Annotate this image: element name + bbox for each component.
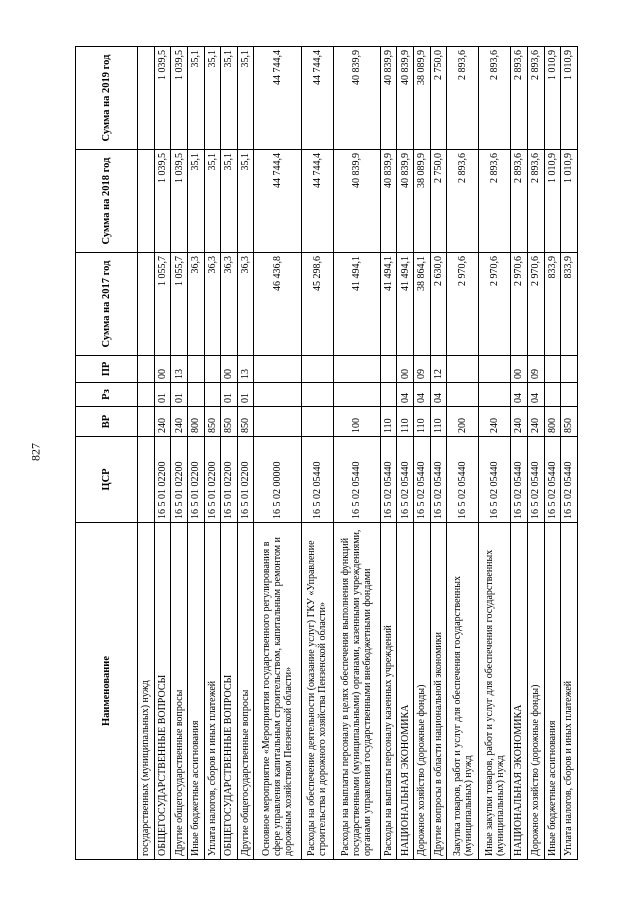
table-row bbox=[430, 47, 447, 860]
cell-y2019: 2 750,0 bbox=[430, 47, 447, 150]
cell-y2018 bbox=[138, 150, 155, 253]
header-2017: Сумма на 2017 год bbox=[76, 253, 138, 356]
cell-y2019: 1 010,9 bbox=[561, 47, 578, 150]
cell-name: Уплата налогов, сборов и иных платежей bbox=[204, 523, 221, 860]
cell-vr: 110 bbox=[430, 407, 447, 437]
cell-csr: 16 5 01 02200 bbox=[187, 437, 204, 523]
cell-y2019: 1 010,9 bbox=[544, 47, 561, 150]
cell-csr: 16 5 01 02200 bbox=[171, 437, 188, 523]
cell-rz bbox=[204, 383, 221, 407]
cell-y2019: 1 039,5 bbox=[154, 47, 171, 150]
cell-y2019: 35,1 bbox=[204, 47, 221, 150]
cell-vr: 850 bbox=[204, 407, 221, 437]
cell-y2018: 38 089,9 bbox=[414, 150, 431, 253]
cell-y2017: 36,3 bbox=[204, 253, 221, 356]
cell-y2017: 2 970,6 bbox=[527, 253, 544, 356]
cell-y2019: 2 893,6 bbox=[511, 47, 528, 150]
cell-y2019: 44 744,4 bbox=[301, 47, 333, 150]
cell-rz bbox=[333, 383, 380, 407]
cell-y2017: 36,3 bbox=[221, 253, 238, 356]
table-row bbox=[301, 47, 333, 860]
cell-rz: 04 bbox=[414, 383, 431, 407]
cell-y2018: 2 893,6 bbox=[447, 150, 479, 253]
rotated-budget-table-wrapper bbox=[75, 47, 578, 860]
cell-rz bbox=[187, 383, 204, 407]
cell-y2017: 41 494,1 bbox=[333, 253, 380, 356]
cell-name: НАЦИОНАЛЬНАЯ ЭКОНОМИКА bbox=[397, 523, 414, 860]
header-row bbox=[76, 47, 138, 860]
table-header bbox=[76, 47, 138, 860]
cell-y2019: 2 893,6 bbox=[527, 47, 544, 150]
header-vr: ВР bbox=[76, 407, 138, 437]
cell-rz bbox=[301, 383, 333, 407]
cell-vr: 240 bbox=[511, 407, 528, 437]
cell-pr: 12 bbox=[430, 356, 447, 383]
cell-y2017: 1 055,7 bbox=[154, 253, 171, 356]
cell-rz: 01 bbox=[154, 383, 171, 407]
cell-rz: 01 bbox=[221, 383, 238, 407]
cell-name: государственных (муниципальных) нужд bbox=[138, 523, 155, 860]
cell-rz bbox=[138, 383, 155, 407]
cell-name: Основное мероприятие «Мероприятия государственного регулирования в сфере управления капитальным строительством, капитальным ремонтом и дорожным хозяйством Пензенской области» bbox=[254, 523, 301, 860]
cell-name: Дорожное хозяйство (дорожные фонды) bbox=[527, 523, 544, 860]
cell-y2018: 35,1 bbox=[237, 150, 254, 253]
cell-y2019: 40 839,9 bbox=[397, 47, 414, 150]
cell-name: Дорожное хозяйство (дорожные фонды) bbox=[414, 523, 431, 860]
table-row bbox=[561, 47, 578, 860]
cell-y2017: 1 055,7 bbox=[171, 253, 188, 356]
cell-y2017: 41 494,1 bbox=[380, 253, 397, 356]
cell-name: Иные закупки товаров, работ и услуг для обеспечения государственных (муниципальных) нужд bbox=[479, 523, 511, 860]
cell-csr: 16 5 02 05440 bbox=[561, 437, 578, 523]
cell-rz: 04 bbox=[430, 383, 447, 407]
table-row bbox=[447, 47, 479, 860]
cell-pr: 13 bbox=[171, 356, 188, 383]
cell-y2017: 833,9 bbox=[561, 253, 578, 356]
cell-y2017: 36,3 bbox=[237, 253, 254, 356]
cell-pr bbox=[187, 356, 204, 383]
cell-y2018: 1 010,9 bbox=[544, 150, 561, 253]
cell-rz bbox=[544, 383, 561, 407]
cell-y2019: 2 893,6 bbox=[479, 47, 511, 150]
cell-name: Расходы на выплаты персоналу казенных учреждений bbox=[380, 523, 397, 860]
cell-vr: 240 bbox=[527, 407, 544, 437]
cell-name: Другие общегосударственные вопросы bbox=[237, 523, 254, 860]
cell-y2019 bbox=[138, 47, 155, 150]
cell-name: Иные бюджетные ассигнования bbox=[187, 523, 204, 860]
cell-pr bbox=[544, 356, 561, 383]
cell-y2019: 35,1 bbox=[237, 47, 254, 150]
cell-y2017: 46 436,8 bbox=[254, 253, 301, 356]
cell-vr: 800 bbox=[187, 407, 204, 437]
cell-vr: 850 bbox=[221, 407, 238, 437]
cell-vr bbox=[254, 407, 301, 437]
cell-pr bbox=[204, 356, 221, 383]
cell-rz: 04 bbox=[527, 383, 544, 407]
table-row bbox=[138, 47, 155, 860]
cell-pr bbox=[254, 356, 301, 383]
cell-csr: 16 5 02 05440 bbox=[397, 437, 414, 523]
page-number: 827 bbox=[28, 443, 43, 461]
cell-name: Иные бюджетные ассигнования bbox=[544, 523, 561, 860]
cell-y2018: 2 893,6 bbox=[479, 150, 511, 253]
cell-name: Другие вопросы в области национальной экономики bbox=[430, 523, 447, 860]
table-row bbox=[237, 47, 254, 860]
table-row bbox=[527, 47, 544, 860]
cell-vr: 110 bbox=[380, 407, 397, 437]
cell-y2017: 45 298,6 bbox=[301, 253, 333, 356]
header-pr: ПР bbox=[76, 356, 138, 383]
cell-y2018: 2 893,6 bbox=[511, 150, 528, 253]
cell-y2017: 2 970,6 bbox=[479, 253, 511, 356]
cell-y2019: 40 839,9 bbox=[333, 47, 380, 150]
table-body bbox=[138, 47, 578, 860]
cell-y2018: 44 744,4 bbox=[301, 150, 333, 253]
cell-y2017: 833,9 bbox=[544, 253, 561, 356]
table-row bbox=[479, 47, 511, 860]
cell-vr bbox=[301, 407, 333, 437]
header-2019: Сумма на 2019 год bbox=[76, 47, 138, 150]
cell-rz: 01 bbox=[171, 383, 188, 407]
cell-y2018: 2 893,6 bbox=[527, 150, 544, 253]
table-row bbox=[204, 47, 221, 860]
table-row bbox=[254, 47, 301, 860]
cell-vr: 800 bbox=[544, 407, 561, 437]
table-row bbox=[544, 47, 561, 860]
cell-csr: 16 5 02 05440 bbox=[333, 437, 380, 523]
cell-y2019: 35,1 bbox=[221, 47, 238, 150]
cell-pr: 09 bbox=[527, 356, 544, 383]
header-name: Наименование bbox=[76, 523, 138, 860]
cell-name: ОБЩЕГОСУДАРСТВЕННЫЕ ВОПРОСЫ bbox=[221, 523, 238, 860]
cell-y2017: 2 970,6 bbox=[447, 253, 479, 356]
cell-y2018: 40 839,9 bbox=[397, 150, 414, 253]
table-row bbox=[171, 47, 188, 860]
cell-pr bbox=[380, 356, 397, 383]
cell-y2017: 2 630,0 bbox=[430, 253, 447, 356]
table-row bbox=[380, 47, 397, 860]
cell-vr: 110 bbox=[414, 407, 431, 437]
cell-pr: 00 bbox=[511, 356, 528, 383]
cell-rz bbox=[561, 383, 578, 407]
cell-csr: 16 5 02 05440 bbox=[430, 437, 447, 523]
cell-vr bbox=[138, 407, 155, 437]
cell-csr: 16 5 01 02200 bbox=[204, 437, 221, 523]
table-row bbox=[221, 47, 238, 860]
cell-y2017: 2 970,6 bbox=[511, 253, 528, 356]
cell-y2018: 35,1 bbox=[221, 150, 238, 253]
cell-y2019: 44 744,4 bbox=[254, 47, 301, 150]
cell-rz bbox=[447, 383, 479, 407]
cell-rz: 04 bbox=[397, 383, 414, 407]
cell-csr: 16 5 02 05440 bbox=[380, 437, 397, 523]
table-row bbox=[154, 47, 171, 860]
cell-rz bbox=[479, 383, 511, 407]
cell-vr: 200 bbox=[447, 407, 479, 437]
cell-y2018: 1 010,9 bbox=[561, 150, 578, 253]
cell-name: Расходы на обеспечение деятельности (оказание услуг) ГКУ «Управление строительства и дорожного хозяйства Пензенской области» bbox=[301, 523, 333, 860]
cell-rz: 04 bbox=[511, 383, 528, 407]
cell-name: Расходы на выплаты персоналу в целях обеспечения выполнения функций государственными (муниципальными) органами, казенными учреждениями, органами управления государственными внебюджетными фондами bbox=[333, 523, 380, 860]
cell-y2019: 2 893,6 bbox=[447, 47, 479, 150]
cell-y2017: 38 864,1 bbox=[414, 253, 431, 356]
cell-pr: 13 bbox=[237, 356, 254, 383]
cell-name: ОБЩЕГОСУДАРСТВЕННЫЕ ВОПРОСЫ bbox=[154, 523, 171, 860]
cell-vr: 850 bbox=[561, 407, 578, 437]
cell-name: Уплата налогов, сборов и иных платежей bbox=[561, 523, 578, 860]
cell-vr: 240 bbox=[171, 407, 188, 437]
cell-vr: 850 bbox=[237, 407, 254, 437]
cell-rz bbox=[254, 383, 301, 407]
table-row bbox=[187, 47, 204, 860]
cell-csr: 16 5 02 05440 bbox=[447, 437, 479, 523]
cell-csr: 16 5 02 05440 bbox=[511, 437, 528, 523]
cell-csr: 16 5 01 02200 bbox=[237, 437, 254, 523]
cell-y2018: 2 750,0 bbox=[430, 150, 447, 253]
budget-table bbox=[75, 46, 578, 860]
cell-csr: 16 5 02 05440 bbox=[414, 437, 431, 523]
cell-y2019: 1 039,5 bbox=[171, 47, 188, 150]
header-rz: Рз bbox=[76, 383, 138, 407]
cell-pr: 09 bbox=[414, 356, 431, 383]
cell-y2018: 40 839,9 bbox=[380, 150, 397, 253]
cell-vr: 240 bbox=[479, 407, 511, 437]
cell-y2017: 41 494,1 bbox=[397, 253, 414, 356]
table-row bbox=[397, 47, 414, 860]
cell-y2017: 36,3 bbox=[187, 253, 204, 356]
cell-vr: 110 bbox=[397, 407, 414, 437]
cell-y2018: 35,1 bbox=[187, 150, 204, 253]
cell-y2018: 44 744,4 bbox=[254, 150, 301, 253]
cell-y2017 bbox=[138, 253, 155, 356]
cell-pr: 00 bbox=[221, 356, 238, 383]
cell-pr: 00 bbox=[154, 356, 171, 383]
cell-vr: 240 bbox=[154, 407, 171, 437]
cell-csr: 16 5 02 05440 bbox=[479, 437, 511, 523]
cell-y2018: 40 839,9 bbox=[333, 150, 380, 253]
cell-pr: 00 bbox=[397, 356, 414, 383]
header-2018: Сумма на 2018 год bbox=[76, 150, 138, 253]
table-row bbox=[333, 47, 380, 860]
cell-pr bbox=[561, 356, 578, 383]
cell-pr bbox=[447, 356, 479, 383]
cell-csr: 16 5 01 02200 bbox=[221, 437, 238, 523]
cell-csr: 16 5 02 05440 bbox=[527, 437, 544, 523]
cell-csr bbox=[138, 437, 155, 523]
cell-csr: 16 5 02 05440 bbox=[301, 437, 333, 523]
cell-y2018: 35,1 bbox=[204, 150, 221, 253]
table-row bbox=[414, 47, 431, 860]
cell-rz: 01 bbox=[237, 383, 254, 407]
cell-name: НАЦИОНАЛЬНАЯ ЭКОНОМИКА bbox=[511, 523, 528, 860]
cell-y2018: 1 039,5 bbox=[154, 150, 171, 253]
cell-csr: 16 5 02 05440 bbox=[544, 437, 561, 523]
cell-y2018: 1 039,5 bbox=[171, 150, 188, 253]
cell-name: Другие общегосударственные вопросы bbox=[171, 523, 188, 860]
cell-rz bbox=[380, 383, 397, 407]
cell-y2019: 40 839,9 bbox=[380, 47, 397, 150]
cell-name: Закупка товаров, работ и услуг для обеспечения государственных (муниципальных) нужд bbox=[447, 523, 479, 860]
cell-csr: 16 5 01 02200 bbox=[154, 437, 171, 523]
cell-pr bbox=[333, 356, 380, 383]
cell-csr: 16 5 02 00000 bbox=[254, 437, 301, 523]
table-row bbox=[511, 47, 528, 860]
cell-y2019: 35,1 bbox=[187, 47, 204, 150]
cell-vr: 100 bbox=[333, 407, 380, 437]
cell-pr bbox=[301, 356, 333, 383]
cell-pr bbox=[138, 356, 155, 383]
header-csr: ЦСР bbox=[76, 437, 138, 523]
cell-y2019: 38 089,9 bbox=[414, 47, 431, 150]
cell-pr bbox=[479, 356, 511, 383]
